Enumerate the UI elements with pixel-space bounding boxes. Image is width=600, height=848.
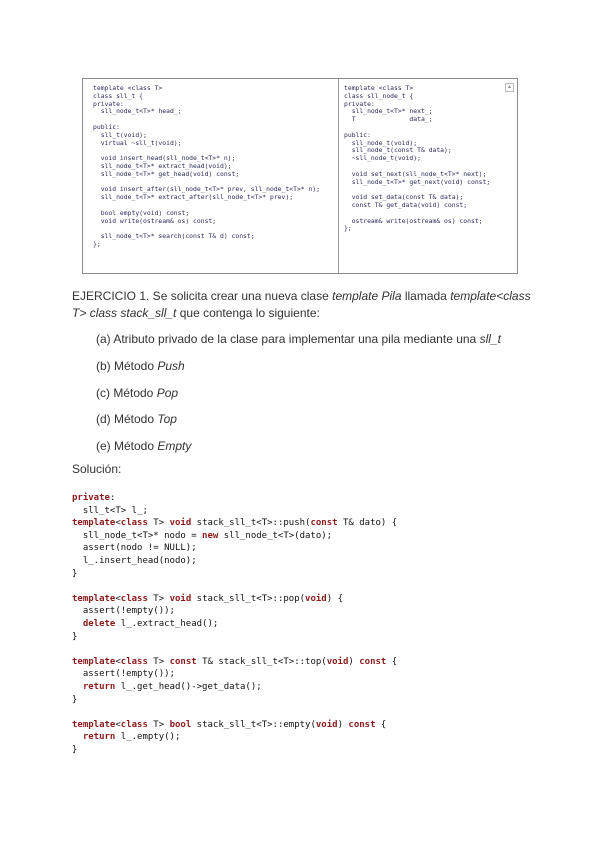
solution-code [72,492,397,756]
code-line: assert(nodo != NULL); [72,543,197,554]
code-line: private: [344,99,375,108]
code-screenshot-figure [82,78,518,274]
exercise-item-a: (a) Atributo privado de la clase para implementar una pila mediante una sll_t [96,332,501,346]
code-line: sll_node_t<T>* nodo = new sll_node_t<T>(dato); [72,530,333,541]
code-line: sll_node_t<T>* extract_head(void); [93,161,232,170]
code-line: template <class T> [344,84,414,92]
exercise-statement: EJERCICIO 1. Se solicita crear una nueva clase template Pila llamada template<class T> class stack_sll_t que contenga lo siguiente: [72,289,531,320]
code-line: void insert_after(sll_node_t<T>* prev, sll_node_t<T>* n); [93,185,321,194]
code-line: bool empty(void) const; [93,208,190,217]
code-line: sll_node_t<T>* get_head(void) const; [93,169,240,178]
code-line [72,643,397,656]
code-line: void set_data(const T& data); [344,193,464,202]
code-line: sll_node_t<T>* search(const T& d) const; [93,232,255,241]
code-line: template<class T> bool stack_sll_t<T>::empty(void) const { [72,719,387,730]
scroll-up-icon: ▲ [505,83,514,92]
exercise-item-c: (c) Método Pop [96,386,179,400]
code-line: l_.insert_head(nodo); [72,555,197,566]
code-line: } [72,631,78,642]
exercise-item-b: (b) Método Push [96,359,185,373]
figure-divider [338,79,339,273]
code-line: T data_; [344,115,433,124]
code-line: sll_node_t(const T& data); [344,146,452,155]
code-line: class sll_node_t { [344,91,414,100]
code-line: } [72,694,78,705]
code-line: sll_t(void); [93,130,147,139]
code-line: assert(!empty()); [72,606,175,617]
code-line: } [72,568,78,579]
code-line: sll_node_t<T>* extract_after(sll_node_t<T>* prev); [93,193,294,202]
code-line: void set_next(sll_node_t<T>* next); [344,169,487,178]
code-line: template<class T> void stack_sll_t<T>::pop(void) { [72,593,343,604]
code-line: class sll_t { [93,91,144,100]
exercise-item-d: (d) Método Top [96,412,177,426]
code-line: void insert_head(sll_node_t<T>* n); [93,154,236,163]
code-line: template<class T> const T& stack_sll_t<T>::top(void) const { [72,656,398,667]
code-line: sll_node_t<T>* head_; [93,107,182,116]
sll-node-class-code [344,85,490,233]
code-line: public: [344,130,371,139]
code-line: private: [72,493,116,503]
code-line: ~sll_node_t(void); [344,154,421,163]
solution-label: Solución: [72,462,122,476]
code-line: ostream& write(ostream& os) const; [344,216,483,225]
code-line: private: [93,99,124,108]
code-line: sll_t<T> l_; [72,505,148,516]
code-line [72,706,397,719]
code-line: virtual ~sll_t(void); [93,138,182,147]
code-line: }; [93,239,101,248]
code-line: }; [344,224,352,233]
exercise-item-e: (e) Método Empty [96,439,192,453]
code-line: template <class T> [93,84,163,92]
code-line: public: [93,122,120,131]
code-line: void write(ostream& os) const; [93,216,217,225]
sll-class-code [93,85,320,249]
code-line: } [72,744,78,755]
code-line: sll_node_t<T>* next_; [344,107,433,116]
code-line: assert(!empty()); [72,669,175,680]
code-line [93,116,320,124]
code-line: return l_.get_head()->get_data(); [82,681,262,692]
code-line: const T& get_data(void) const; [344,200,468,209]
code-line: delete l_.extract_head(); [82,618,219,629]
code-line: sll_node_t<T>* get_next(void) const; [344,177,491,186]
code-line [72,580,397,593]
code-line: return l_.empty(); [82,732,181,743]
code-line: template<class T> void stack_sll_t<T>::push(const T& dato) { [72,518,398,529]
code-line: sll_node_t(void); [344,138,418,147]
